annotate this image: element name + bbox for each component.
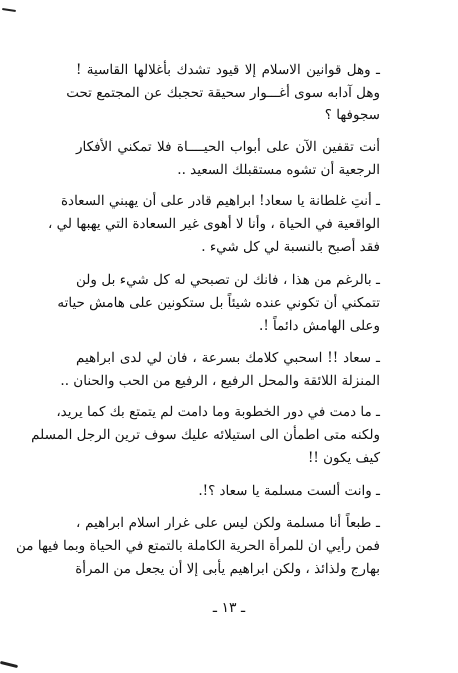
text-line: فمن رأيي ان للمرأة الحرية الكاملة بالتمتع في الحياة وبما فيها من <box>16 538 380 554</box>
text-line: وعلى الهامش دائماً !. <box>259 318 380 334</box>
text-line: الرجعية أن تشوه مستقبلك السعيد .. <box>177 162 380 178</box>
text-line: وهل آدابه سوى أغـــوار سحيقة تحجبك عن المجتمع تحت <box>66 85 380 101</box>
text-line: كيف يكون !! <box>307 450 380 466</box>
text-line: ـ ما دمت في دور الخطوبة وما دامت لم يتمتع بك كما يريد، <box>56 404 380 420</box>
text-line: تتمكني أن تكوني عنده شيئاً بل ستكونين على هامش حياته <box>57 295 380 311</box>
text-line: ولكنه متى اطمأن الى استيلائه عليك سوف ترين الرجل المسلم <box>31 427 380 443</box>
text-line: بهارج ولذائذ ، ولكن ابراهيم يأبى إلا أن يجعل من المرأة <box>75 561 380 577</box>
scan-edge-mark <box>0 661 18 668</box>
text-line: ـ طبعاً أنا مسلمة ولكن ليس على غرار اسلام ابراهيم ، <box>76 515 380 531</box>
text-line: ـ بالرغم من هذا ، فانك لن تصبحي له كل شيء بل ولن <box>76 272 380 288</box>
page-number: ـ ١٣ ـ <box>212 600 246 616</box>
text-line: أنت تقفين الآن على أبواب الحيــــاة فلا تمكني الأفكار <box>76 139 380 155</box>
scan-edge-mark <box>2 8 16 12</box>
text-line: ـ وهل قوانين الاسلام إلا قيود تشدك بأغلالها القاسية ! <box>76 62 380 78</box>
text-line: ـ سعاد !! اسحبي كلامك بسرعة ، فان لي لدى ابراهيم <box>76 350 380 366</box>
text-line: الواقعية في الحياة ، وأنا لا أهوى غير السعادة التي يهبها لي ، <box>47 216 380 232</box>
text-line: ـ أنتِ غلطانة يا سعاد! ابراهيم قادر على أن يهبني السعادة <box>60 193 380 209</box>
text-line: ـ وانت ألست مسلمة يا سعاد ؟!. <box>198 483 380 499</box>
text-line: سجوفها ؟ <box>324 107 380 123</box>
text-line: المنزلة اللائقة والمحل الرفيع ، الرفيع من الحب والحنان .. <box>60 373 380 389</box>
text-line: فقد أصبح بالنسبة لي كل شيء . <box>201 239 380 255</box>
